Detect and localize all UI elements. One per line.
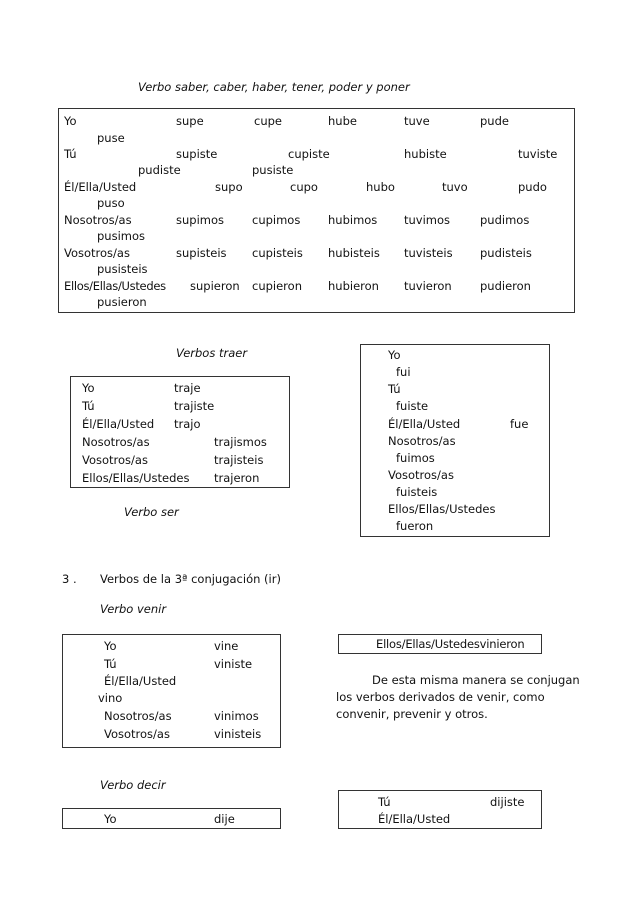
ser-title: Verbo ser [124, 505, 179, 519]
venir-pronoun: Tú [104, 657, 117, 671]
traer-pronoun: Ellos/Ellas/Ustedes [82, 471, 190, 485]
section-number: 3 . [62, 572, 77, 586]
venir-pronoun: Yo [104, 639, 117, 653]
venir-pronoun: Nosotros/as [104, 709, 172, 723]
t1-cell: pusisteis [97, 262, 148, 276]
decir-pronoun: Yo [104, 812, 117, 826]
t1-cell: pudimos [480, 213, 530, 227]
venir-form: vine [214, 639, 239, 653]
t1-cell: pudo [518, 180, 547, 194]
t1-cell: pudisteis [480, 246, 532, 260]
t1-cell: pusiste [252, 163, 294, 177]
traer-form: trajeron [214, 471, 260, 485]
decir-form: dijiste [490, 795, 525, 809]
ser-form: fuiste [396, 399, 429, 413]
traer-form: trajiste [174, 399, 215, 413]
t1-cell: pusimos [97, 229, 146, 243]
t1-cell: supe [176, 114, 204, 128]
t1-cell: cupisteis [252, 246, 303, 260]
t1-cell: cupimos [252, 213, 301, 227]
venir-form: vino [98, 691, 123, 705]
traer-form: traje [174, 381, 201, 395]
t1-cell: tuvisteis [404, 246, 453, 260]
t1-cell: cupieron [252, 279, 302, 293]
venir-form: viniste [214, 657, 253, 671]
venir-note-line: De esta misma manera se conjugan [372, 673, 580, 687]
saber-caber-title: Verbo saber, caber, haber, tener, poder y poner [138, 80, 410, 94]
ser-pronoun: Vosotros/as [388, 468, 454, 482]
venir-pronoun: Él/Ella/Usted [104, 674, 177, 688]
t1-cell: pudieron [480, 279, 531, 293]
traer-pronoun: Él/Ella/Usted [82, 417, 155, 431]
t1-cell: tuvieron [404, 279, 452, 293]
t1-cell: pusieron [97, 295, 147, 309]
traer-title: Verbos traer [176, 346, 248, 360]
t1-cell: puso [97, 196, 125, 210]
t1-pronoun-vosotros: Vosotros/as [64, 246, 130, 260]
traer-pronoun: Yo [82, 381, 95, 395]
t1-cell: cupe [254, 114, 282, 128]
traer-form: trajisteis [214, 453, 264, 467]
venir-pronoun: Vosotros/as [104, 727, 170, 741]
t1-cell: tuve [404, 114, 430, 128]
t1-cell: hubieron [328, 279, 379, 293]
t1-cell: cupiste [288, 147, 330, 161]
t1-pronoun-yo: Yo [64, 114, 77, 128]
ser-pronoun: Ellos/Ellas/Ustedes [388, 502, 496, 516]
ser-form: fue [510, 417, 529, 431]
t1-cell: supo [215, 180, 243, 194]
t1-pronoun-el: Él/Ella/Usted [64, 180, 137, 194]
ser-form: fuimos [396, 451, 435, 465]
venir-title: Verbo venir [100, 602, 167, 616]
t1-cell: tuviste [518, 147, 558, 161]
t1-cell: supieron [190, 279, 240, 293]
traer-pronoun: Nosotros/as [82, 435, 150, 449]
ser-form: fuisteis [396, 485, 438, 499]
t1-cell: hubiste [404, 147, 447, 161]
ser-pronoun: Yo [388, 348, 401, 362]
decir-title: Verbo decir [100, 778, 166, 792]
t1-cell: tuvimos [404, 213, 451, 227]
decir-pronoun: Tú [378, 795, 391, 809]
decir-pronoun: Él/Ella/Usted [378, 812, 451, 826]
decir-form: dije [214, 812, 235, 826]
t1-cell: hubisteis [328, 246, 380, 260]
traer-pronoun: Tú [82, 399, 95, 413]
t1-cell: hube [328, 114, 357, 128]
t1-cell: hubimos [328, 213, 378, 227]
t1-pronoun-ellos: Ellos/Ellas/Ustedes [64, 279, 166, 293]
t1-cell: supisteis [176, 246, 227, 260]
traer-form: trajismos [214, 435, 267, 449]
ser-pronoun: Él/Ella/Usted [388, 417, 461, 431]
traer-pronoun: Vosotros/as [82, 453, 148, 467]
t1-pronoun-tu: Tú [64, 147, 77, 161]
t1-cell: hubo [366, 180, 395, 194]
t1-pronoun-nosotros: Nosotros/as [64, 213, 132, 227]
ser-form: fueron [396, 519, 434, 533]
ser-pronoun: Tú [388, 382, 401, 396]
t1-cell: tuvo [442, 180, 468, 194]
t1-cell: puse [97, 131, 125, 145]
traer-form: trajo [174, 417, 201, 431]
venir-note-line: los verbos derivados de venir, como [336, 690, 545, 704]
t1-cell: cupo [290, 180, 318, 194]
ser-form: fui [396, 365, 411, 379]
venir-ellos: Ellos/Ellas/Ustedesvinieron [376, 637, 525, 651]
t1-cell: pude [480, 114, 509, 128]
decir-yo-box [62, 808, 281, 829]
section-title: Verbos de la 3ª conjugación (ir) [100, 572, 281, 586]
t1-cell: pudiste [138, 163, 181, 177]
t1-cell: supimos [176, 213, 225, 227]
t1-cell: supiste [176, 147, 218, 161]
venir-form: vinisteis [214, 727, 262, 741]
ser-pronoun: Nosotros/as [388, 434, 456, 448]
venir-note-line: convenir, prevenir y otros. [336, 707, 488, 721]
venir-form: vinimos [214, 709, 259, 723]
